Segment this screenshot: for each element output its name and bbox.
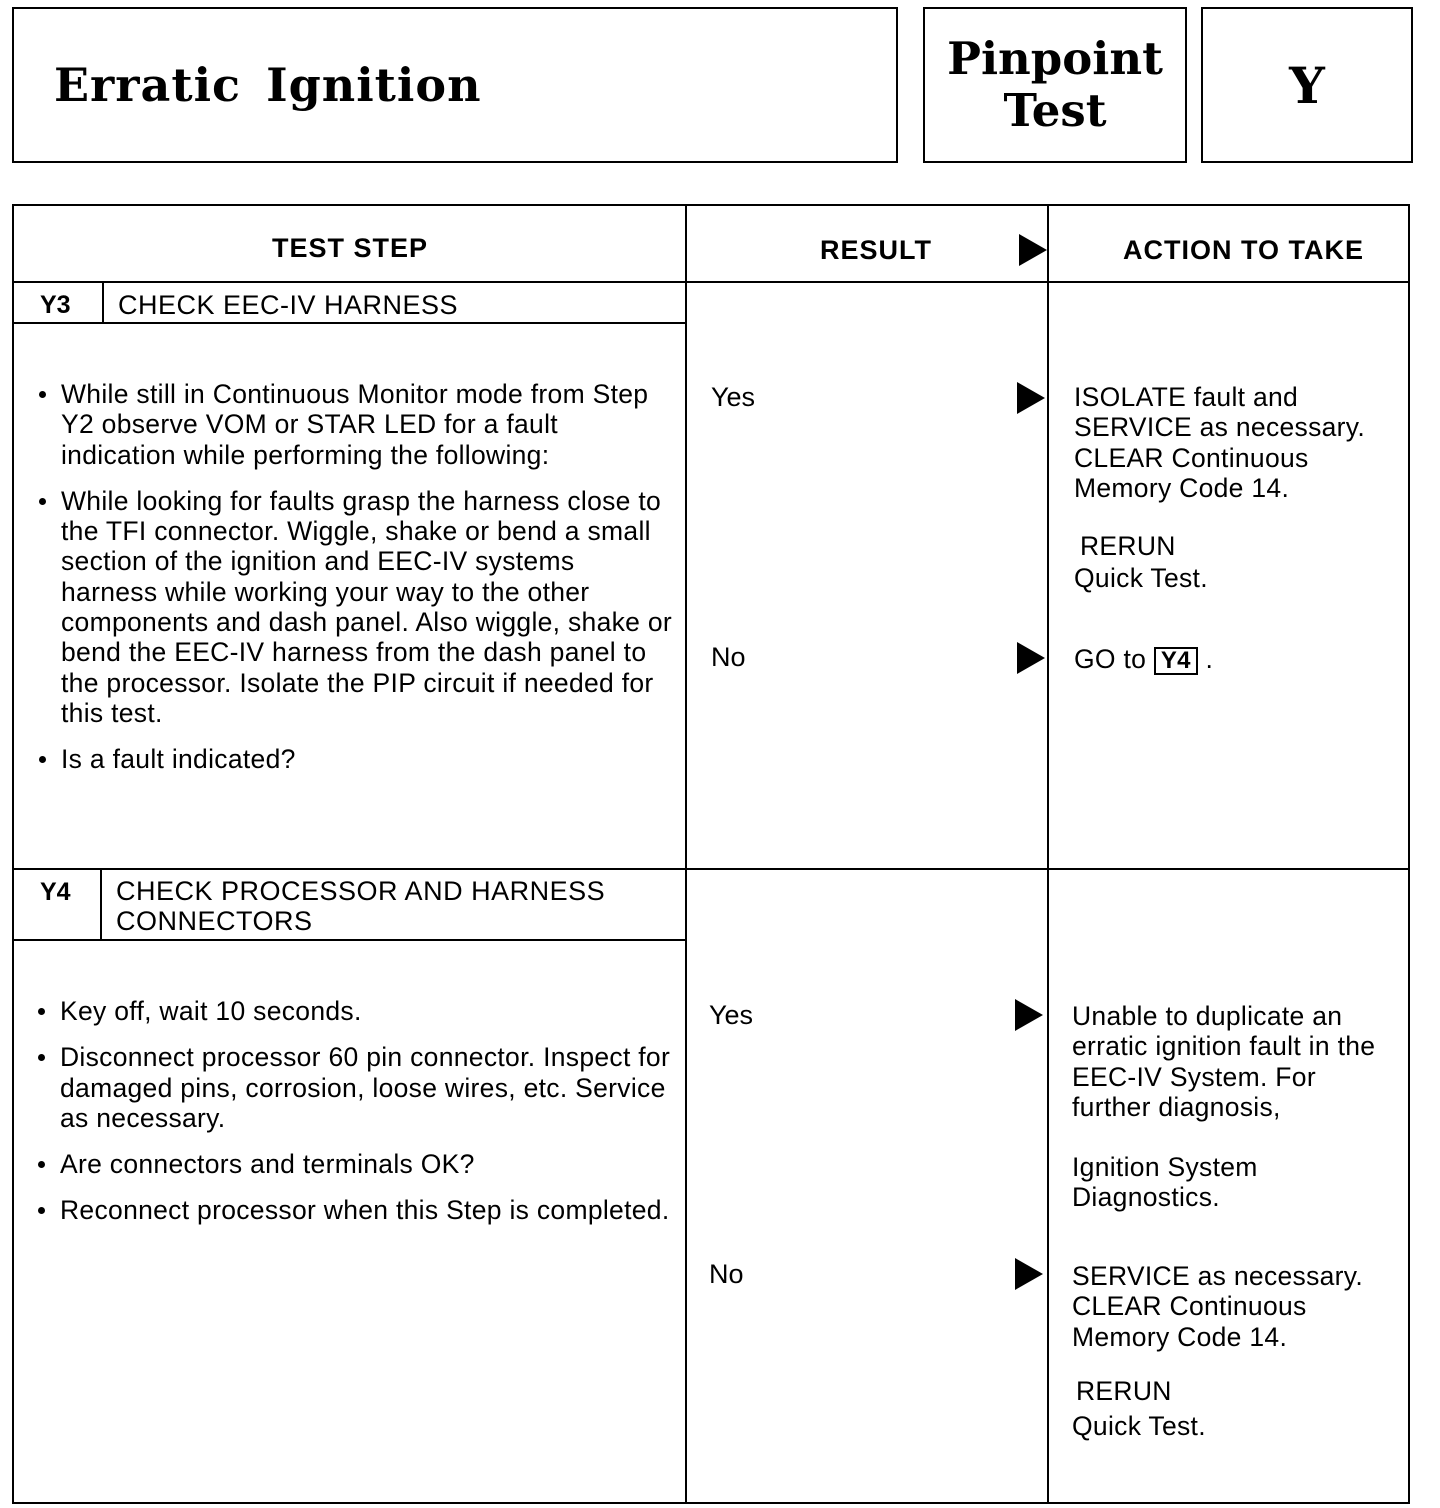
y3-bullet: While looking for faults grasp the harness close to the TFI connector. Wiggle, shake or bend a small section of the ignition and EEC-IV systems harness while working your way to the other components and dash panel. Also wiggle, shake or bend the EEC-IV harness from the dash panel to the processor. Isolate the PIP circuit if needed for this test.: [37, 486, 677, 728]
y3-title-divider: [14, 322, 686, 324]
y3-bullet: While still in Continuous Monitor mode from Step Y2 observe VOM or STAR LED for a fault indication while performing the following:: [37, 379, 677, 470]
y4-yes-action-text: Unable to duplicate an erratic ignition fault in the EEC-IV System. For further diagnosis,: [1072, 1001, 1376, 1122]
y4-no-action-text: SERVICE as necessary. CLEAR Continuous Memory Code 14.: [1072, 1261, 1364, 1352]
y4-result-no: No: [709, 1259, 744, 1289]
column-divider-2: [1047, 206, 1049, 1502]
y3-yes-action: [1074, 382, 1394, 594]
test-table: [12, 204, 1410, 1504]
y3-no-arrow-icon: [1017, 642, 1045, 674]
step-id-y3: Y3: [40, 291, 71, 319]
test-id: Y: [1289, 55, 1325, 115]
page-title: Erratic Ignition: [54, 58, 482, 112]
row-divider: [14, 868, 1408, 870]
y3-no-suffix: .: [1205, 644, 1214, 674]
title-box: [12, 7, 898, 163]
header-result: RESULT: [820, 235, 932, 265]
y4-no-quick-test: Quick Test.: [1072, 1411, 1206, 1442]
step-title-y4-line2: CONNECTORS: [116, 906, 313, 936]
pinpoint-test-box: [923, 7, 1187, 163]
y4-bullet: Key off, wait 10 seconds.: [36, 996, 676, 1026]
y3-id-divider: [102, 282, 104, 323]
y3-instructions: [37, 379, 677, 791]
test-id-box: [1201, 7, 1413, 163]
y4-id-divider: [100, 869, 102, 940]
y3-yes-arrow-icon: [1017, 382, 1045, 414]
y3-result-yes: Yes: [711, 382, 756, 412]
pinpoint-label: Pinpoint: [947, 32, 1163, 85]
y4-bullet: Reconnect processor when this Step is completed.: [36, 1195, 676, 1225]
y4-yes-arrow-icon: [1015, 999, 1043, 1031]
y4-no-arrow-icon: [1015, 1258, 1043, 1290]
step-title-y3: CHECK EEC-IV HARNESS: [118, 290, 459, 320]
y4-instructions: [36, 996, 676, 1242]
y3-no-goto: GO to: [1074, 644, 1147, 674]
y4-bullet: Disconnect processor 60 pin connector. Inspect for damaged pins, corrosion, loose wires, etc. Service as necessary.: [36, 1042, 676, 1133]
column-divider-1: [685, 206, 687, 1502]
header-arrow-icon: [1019, 234, 1047, 266]
header-action: ACTION TO TAKE: [1123, 235, 1364, 265]
header-divider: [14, 281, 1408, 283]
step-title-y4-line1: CHECK PROCESSOR AND HARNESS: [116, 876, 606, 906]
y3-no-action: [1074, 644, 1213, 675]
step-id-y4: Y4: [40, 878, 71, 906]
y4-result-yes: Yes: [709, 1000, 754, 1030]
test-label: Test: [1003, 84, 1107, 137]
y3-yes-quick-test: Quick Test.: [1074, 563, 1208, 594]
y4-yes-action-ref: Ignition System Diagnostics.: [1072, 1152, 1258, 1213]
y4-no-action: [1072, 1261, 1392, 1441]
y3-bullet: Is a fault indicated?: [37, 744, 677, 774]
y4-yes-action: [1072, 1001, 1382, 1213]
y3-yes-rerun: RERUN: [1080, 531, 1176, 562]
y4-no-rerun: RERUN: [1076, 1375, 1172, 1406]
y3-result-no: No: [711, 642, 746, 672]
y3-yes-action-text: ISOLATE fault and SERVICE as necessary. CLEAR Continuous Memory Code 14.: [1074, 382, 1366, 503]
y4-ref-link[interactable]: Y4: [1154, 647, 1198, 675]
header-test-step: TEST STEP: [272, 233, 429, 263]
y4-bullet: Are connectors and terminals OK?: [36, 1149, 676, 1179]
y4-title-divider: [14, 939, 686, 941]
